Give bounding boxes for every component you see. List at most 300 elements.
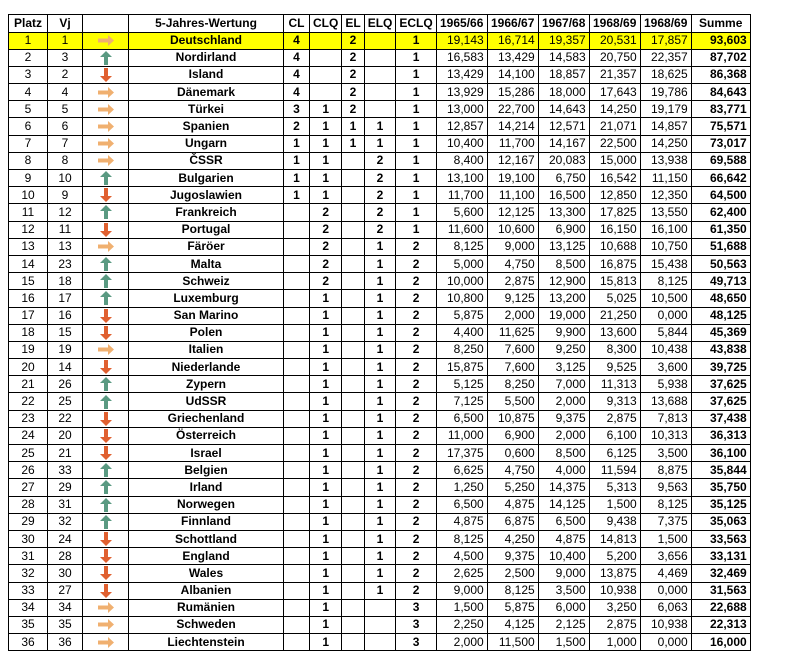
arrow-up-icon <box>83 290 129 307</box>
platz-cell: 13 <box>9 238 48 255</box>
season-5-value: 10,938 <box>640 616 691 633</box>
summe-value: 62,400 <box>691 204 750 221</box>
el-cell <box>342 187 364 204</box>
arrow-up-icon <box>83 204 129 221</box>
country-name: San Marino <box>129 307 284 324</box>
season-5-value: 16,100 <box>640 221 691 238</box>
season-2-value: 12,125 <box>487 204 538 221</box>
cl-cell <box>284 255 310 272</box>
table-row <box>9 359 751 376</box>
table-row <box>9 135 751 152</box>
season-5-value: 3,600 <box>640 359 691 376</box>
summe-value: 33,131 <box>691 548 750 565</box>
el-cell <box>342 513 364 530</box>
cl-cell <box>284 530 310 547</box>
season-2-value: 4,250 <box>487 530 538 547</box>
elq-cell: 1 <box>364 255 396 272</box>
arrow-up-icon <box>83 462 129 479</box>
el-cell <box>342 307 364 324</box>
season-2-value: 8,125 <box>487 582 538 599</box>
season-1-value: 17,375 <box>436 445 487 462</box>
table-row <box>9 582 751 599</box>
clq-cell: 2 <box>310 221 342 238</box>
el-cell <box>342 530 364 547</box>
table-row <box>9 565 751 582</box>
clq-cell: 1 <box>310 479 342 496</box>
cl-cell: 4 <box>284 84 310 101</box>
arrow-down-icon <box>83 187 129 204</box>
el-cell <box>342 359 364 376</box>
season-1-value: 12,857 <box>436 118 487 135</box>
season-2-value: 15,286 <box>487 84 538 101</box>
elq-cell <box>364 66 396 83</box>
platz-cell: 32 <box>9 565 48 582</box>
elq-cell: 2 <box>364 187 396 204</box>
clq-cell: 1 <box>310 445 342 462</box>
elq-cell: 1 <box>364 548 396 565</box>
elq-cell: 1 <box>364 513 396 530</box>
summe-value: 35,844 <box>691 462 750 479</box>
clq-cell: 1 <box>310 152 342 169</box>
season-5-value: 10,750 <box>640 238 691 255</box>
header-row <box>9 15 751 33</box>
arrow-down-icon <box>83 548 129 565</box>
eclq-cell: 3 <box>396 599 436 616</box>
platz-cell: 16 <box>9 290 48 307</box>
season-3-value: 9,900 <box>538 324 589 341</box>
eclq-cell: 1 <box>396 32 436 49</box>
arrow-right-icon <box>83 341 129 358</box>
arrow-right-icon <box>83 118 129 135</box>
season-1-value: 4,875 <box>436 513 487 530</box>
summe-value: 64,500 <box>691 187 750 204</box>
clq-cell: 1 <box>310 101 342 118</box>
clq-cell <box>310 49 342 66</box>
header-clq: CLQ <box>310 15 342 33</box>
season-2-value: 16,714 <box>487 32 538 49</box>
el-cell <box>342 462 364 479</box>
platz-cell: 2 <box>9 49 48 66</box>
eclq-cell: 2 <box>396 393 436 410</box>
elq-cell: 1 <box>364 427 396 444</box>
season-5-value: 3,656 <box>640 548 691 565</box>
season-1-value: 10,800 <box>436 290 487 307</box>
el-cell <box>342 238 364 255</box>
vj-cell: 20 <box>48 427 83 444</box>
summe-value: 61,350 <box>691 221 750 238</box>
table-row <box>9 462 751 479</box>
clq-cell: 1 <box>310 135 342 152</box>
clq-cell: 1 <box>310 324 342 341</box>
table-row <box>9 324 751 341</box>
season-3-value: 16,500 <box>538 187 589 204</box>
arrow-up-icon <box>83 393 129 410</box>
header-elq: ELQ <box>364 15 396 33</box>
vj-cell: 16 <box>48 307 83 324</box>
vj-cell: 6 <box>48 118 83 135</box>
arrow-up-icon <box>83 273 129 290</box>
summe-value: 86,368 <box>691 66 750 83</box>
season-3-value: 1,500 <box>538 634 589 651</box>
arrow-down-icon <box>83 324 129 341</box>
arrow-down-icon <box>83 445 129 462</box>
eclq-cell: 2 <box>396 582 436 599</box>
season-4-value: 22,500 <box>589 135 640 152</box>
summe-value: 84,643 <box>691 84 750 101</box>
el-cell: 1 <box>342 118 364 135</box>
country-name: Wales <box>129 565 284 582</box>
season-1-value: 2,000 <box>436 634 487 651</box>
elq-cell: 1 <box>364 324 396 341</box>
platz-cell: 34 <box>9 599 48 616</box>
clq-cell: 1 <box>310 187 342 204</box>
vj-cell: 13 <box>48 238 83 255</box>
season-4-value: 1,000 <box>589 634 640 651</box>
country-name: Jugoslawien <box>129 187 284 204</box>
season-5-value: 13,938 <box>640 152 691 169</box>
season-4-value: 2,875 <box>589 410 640 427</box>
clq-cell: 1 <box>310 341 342 358</box>
season-2-value: 4,875 <box>487 496 538 513</box>
elq-cell: 1 <box>364 118 396 135</box>
season-3-value: 4,875 <box>538 530 589 547</box>
table-row <box>9 376 751 393</box>
country-name: Polen <box>129 324 284 341</box>
season-1-value: 11,000 <box>436 427 487 444</box>
eclq-cell: 3 <box>396 616 436 633</box>
platz-cell: 4 <box>9 84 48 101</box>
vj-cell: 15 <box>48 324 83 341</box>
vj-cell: 24 <box>48 530 83 547</box>
cl-cell <box>284 445 310 462</box>
platz-cell: 8 <box>9 152 48 169</box>
summe-value: 36,100 <box>691 445 750 462</box>
season-4-value: 12,850 <box>589 187 640 204</box>
cl-cell <box>284 290 310 307</box>
arrow-right-icon <box>83 152 129 169</box>
country-name: Spanien <box>129 118 284 135</box>
season-2-value: 6,875 <box>487 513 538 530</box>
platz-cell: 29 <box>9 513 48 530</box>
season-4-value: 10,688 <box>589 238 640 255</box>
elq-cell: 2 <box>364 152 396 169</box>
season-3-value: 9,000 <box>538 565 589 582</box>
season-3-value: 8,500 <box>538 255 589 272</box>
season-5-value: 13,688 <box>640 393 691 410</box>
season-2-value: 4,750 <box>487 462 538 479</box>
season-1-value: 4,400 <box>436 324 487 341</box>
season-5-value: 13,550 <box>640 204 691 221</box>
eclq-cell: 1 <box>396 66 436 83</box>
season-3-value: 19,000 <box>538 307 589 324</box>
season-4-value: 14,250 <box>589 101 640 118</box>
clq-cell: 2 <box>310 204 342 221</box>
season-5-value: 17,857 <box>640 32 691 49</box>
season-1-value: 19,143 <box>436 32 487 49</box>
elq-cell: 1 <box>364 376 396 393</box>
elq-cell: 1 <box>364 462 396 479</box>
el-cell <box>342 170 364 187</box>
elq-cell: 1 <box>364 582 396 599</box>
platz-cell: 19 <box>9 341 48 358</box>
cl-cell <box>284 616 310 633</box>
season-3-value: 8,500 <box>538 445 589 462</box>
platz-cell: 9 <box>9 170 48 187</box>
eclq-cell: 2 <box>396 462 436 479</box>
cl-cell: 2 <box>284 118 310 135</box>
header-platz: Platz <box>9 15 48 33</box>
season-5-value: 18,625 <box>640 66 691 83</box>
season-3-value: 3,125 <box>538 359 589 376</box>
table-row <box>9 49 751 66</box>
arrow-down-icon <box>83 307 129 324</box>
el-cell <box>342 341 364 358</box>
vj-cell: 10 <box>48 170 83 187</box>
season-4-value: 5,313 <box>589 479 640 496</box>
country-name: Türkei <box>129 101 284 118</box>
season-5-value: 0,000 <box>640 582 691 599</box>
table-row <box>9 290 751 307</box>
table-row <box>9 616 751 633</box>
season-4-value: 21,250 <box>589 307 640 324</box>
season-1-value: 11,700 <box>436 187 487 204</box>
elq-cell: 2 <box>364 204 396 221</box>
vj-cell: 29 <box>48 479 83 496</box>
country-name: Italien <box>129 341 284 358</box>
vj-cell: 19 <box>48 341 83 358</box>
summe-value: 50,563 <box>691 255 750 272</box>
country-name: Zypern <box>129 376 284 393</box>
summe-value: 83,771 <box>691 101 750 118</box>
season-5-value: 4,469 <box>640 565 691 582</box>
season-2-value: 14,100 <box>487 66 538 83</box>
platz-cell: 11 <box>9 204 48 221</box>
season-3-value: 13,125 <box>538 238 589 255</box>
season-1-value: 8,125 <box>436 530 487 547</box>
table-row <box>9 599 751 616</box>
el-cell <box>342 152 364 169</box>
summe-value: 45,369 <box>691 324 750 341</box>
season-2-value: 9,125 <box>487 290 538 307</box>
eclq-cell: 2 <box>396 307 436 324</box>
season-2-value: 2,000 <box>487 307 538 324</box>
summe-value: 35,063 <box>691 513 750 530</box>
summe-value: 87,702 <box>691 49 750 66</box>
season-4-value: 15,813 <box>589 273 640 290</box>
season-4-value: 9,438 <box>589 513 640 530</box>
season-2-value: 5,875 <box>487 599 538 616</box>
season-2-value: 11,625 <box>487 324 538 341</box>
season-3-value: 18,000 <box>538 84 589 101</box>
eclq-cell: 2 <box>396 445 436 462</box>
el-cell <box>342 427 364 444</box>
season-2-value: 4,750 <box>487 255 538 272</box>
season-3-value: 9,375 <box>538 410 589 427</box>
season-1-value: 2,625 <box>436 565 487 582</box>
season-2-value: 4,125 <box>487 616 538 633</box>
cl-cell <box>284 582 310 599</box>
header-cl: CL <box>284 15 310 33</box>
arrow-down-icon <box>83 582 129 599</box>
arrow-right-icon <box>83 238 129 255</box>
arrow-down-icon <box>83 427 129 444</box>
vj-cell: 22 <box>48 410 83 427</box>
season-4-value: 17,825 <box>589 204 640 221</box>
elq-cell <box>364 616 396 633</box>
platz-cell: 5 <box>9 101 48 118</box>
eclq-cell: 1 <box>396 135 436 152</box>
season-5-value: 7,813 <box>640 410 691 427</box>
season-4-value: 20,531 <box>589 32 640 49</box>
el-cell <box>342 273 364 290</box>
table-row <box>9 410 751 427</box>
summe-value: 37,625 <box>691 376 750 393</box>
vj-cell: 4 <box>48 84 83 101</box>
eclq-cell: 2 <box>396 513 436 530</box>
el-cell: 2 <box>342 49 364 66</box>
vj-cell: 27 <box>48 582 83 599</box>
arrow-right-icon <box>83 84 129 101</box>
vj-cell: 14 <box>48 359 83 376</box>
eclq-cell: 2 <box>396 290 436 307</box>
country-name: Island <box>129 66 284 83</box>
clq-cell: 1 <box>310 599 342 616</box>
clq-cell: 1 <box>310 548 342 565</box>
season-2-value: 22,700 <box>487 101 538 118</box>
el-cell <box>342 221 364 238</box>
vj-cell: 25 <box>48 393 83 410</box>
season-1-value: 16,583 <box>436 49 487 66</box>
season-5-value: 8,125 <box>640 496 691 513</box>
el-cell: 1 <box>342 135 364 152</box>
table-row <box>9 221 751 238</box>
el-cell <box>342 565 364 582</box>
country-name: Deutschland <box>129 32 284 49</box>
elq-cell <box>364 49 396 66</box>
clq-cell: 1 <box>310 616 342 633</box>
season-3-value: 3,500 <box>538 582 589 599</box>
season-4-value: 14,813 <box>589 530 640 547</box>
season-3-value: 14,167 <box>538 135 589 152</box>
eclq-cell: 1 <box>396 170 436 187</box>
clq-cell: 1 <box>310 634 342 651</box>
clq-cell: 2 <box>310 238 342 255</box>
season-1-value: 5,000 <box>436 255 487 272</box>
arrow-down-icon <box>83 221 129 238</box>
season-3-value: 13,200 <box>538 290 589 307</box>
el-cell <box>342 496 364 513</box>
eclq-cell: 2 <box>396 548 436 565</box>
table-row <box>9 445 751 462</box>
season-2-value: 19,100 <box>487 170 538 187</box>
season-3-value: 6,000 <box>538 599 589 616</box>
country-name: Albanien <box>129 582 284 599</box>
eclq-cell: 1 <box>396 101 436 118</box>
elq-cell: 1 <box>364 393 396 410</box>
header-name: 5-Jahres-Wertung <box>129 15 284 33</box>
season-1-value: 13,000 <box>436 101 487 118</box>
season-5-value: 15,438 <box>640 255 691 272</box>
season-1-value: 13,429 <box>436 66 487 83</box>
summe-value: 51,688 <box>691 238 750 255</box>
platz-cell: 3 <box>9 66 48 83</box>
vj-cell: 33 <box>48 462 83 479</box>
platz-cell: 30 <box>9 530 48 547</box>
vj-cell: 31 <box>48 496 83 513</box>
season-4-value: 13,600 <box>589 324 640 341</box>
country-name: Niederlande <box>129 359 284 376</box>
clq-cell: 1 <box>310 307 342 324</box>
vj-cell: 5 <box>48 101 83 118</box>
clq-cell: 1 <box>310 376 342 393</box>
season-2-value: 11,700 <box>487 135 538 152</box>
country-name: Österreich <box>129 427 284 444</box>
season-3-value: 7,000 <box>538 376 589 393</box>
table-row <box>9 393 751 410</box>
clq-cell: 1 <box>310 530 342 547</box>
season-1-value: 13,929 <box>436 84 487 101</box>
eclq-cell: 2 <box>396 255 436 272</box>
summe-value: 49,713 <box>691 273 750 290</box>
platz-cell: 35 <box>9 616 48 633</box>
table-row <box>9 341 751 358</box>
eclq-cell: 2 <box>396 496 436 513</box>
elq-cell <box>364 101 396 118</box>
elq-cell: 1 <box>364 445 396 462</box>
elq-cell: 1 <box>364 290 396 307</box>
season-3-value: 2,000 <box>538 393 589 410</box>
header-eclq: ECLQ <box>396 15 436 33</box>
season-4-value: 20,750 <box>589 49 640 66</box>
eclq-cell: 2 <box>396 410 436 427</box>
clq-cell <box>310 32 342 49</box>
vj-cell: 26 <box>48 376 83 393</box>
season-3-value: 14,375 <box>538 479 589 496</box>
season-2-value: 5,500 <box>487 393 538 410</box>
eclq-cell: 2 <box>396 341 436 358</box>
platz-cell: 24 <box>9 427 48 444</box>
clq-cell: 1 <box>310 118 342 135</box>
country-name: Irland <box>129 479 284 496</box>
platz-cell: 17 <box>9 307 48 324</box>
season-1-value: 1,250 <box>436 479 487 496</box>
season-3-value: 2,000 <box>538 427 589 444</box>
summe-value: 48,650 <box>691 290 750 307</box>
table-row <box>9 204 751 221</box>
season-2-value: 10,875 <box>487 410 538 427</box>
season-1-value: 5,125 <box>436 376 487 393</box>
season-3-value: 13,300 <box>538 204 589 221</box>
eclq-cell: 2 <box>396 479 436 496</box>
season-1-value: 5,600 <box>436 204 487 221</box>
arrow-right-icon <box>83 599 129 616</box>
season-2-value: 2,500 <box>487 565 538 582</box>
el-cell <box>342 582 364 599</box>
summe-value: 36,313 <box>691 427 750 444</box>
season-3-value: 6,500 <box>538 513 589 530</box>
header-season-2: 1966/67 <box>487 15 538 33</box>
country-name: Belgien <box>129 462 284 479</box>
summe-value: 22,313 <box>691 616 750 633</box>
platz-cell: 26 <box>9 462 48 479</box>
country-name: Dänemark <box>129 84 284 101</box>
eclq-cell: 2 <box>396 273 436 290</box>
table-row <box>9 187 751 204</box>
cl-cell <box>284 427 310 444</box>
season-1-value: 1,500 <box>436 599 487 616</box>
table-row <box>9 548 751 565</box>
vj-cell: 36 <box>48 634 83 651</box>
